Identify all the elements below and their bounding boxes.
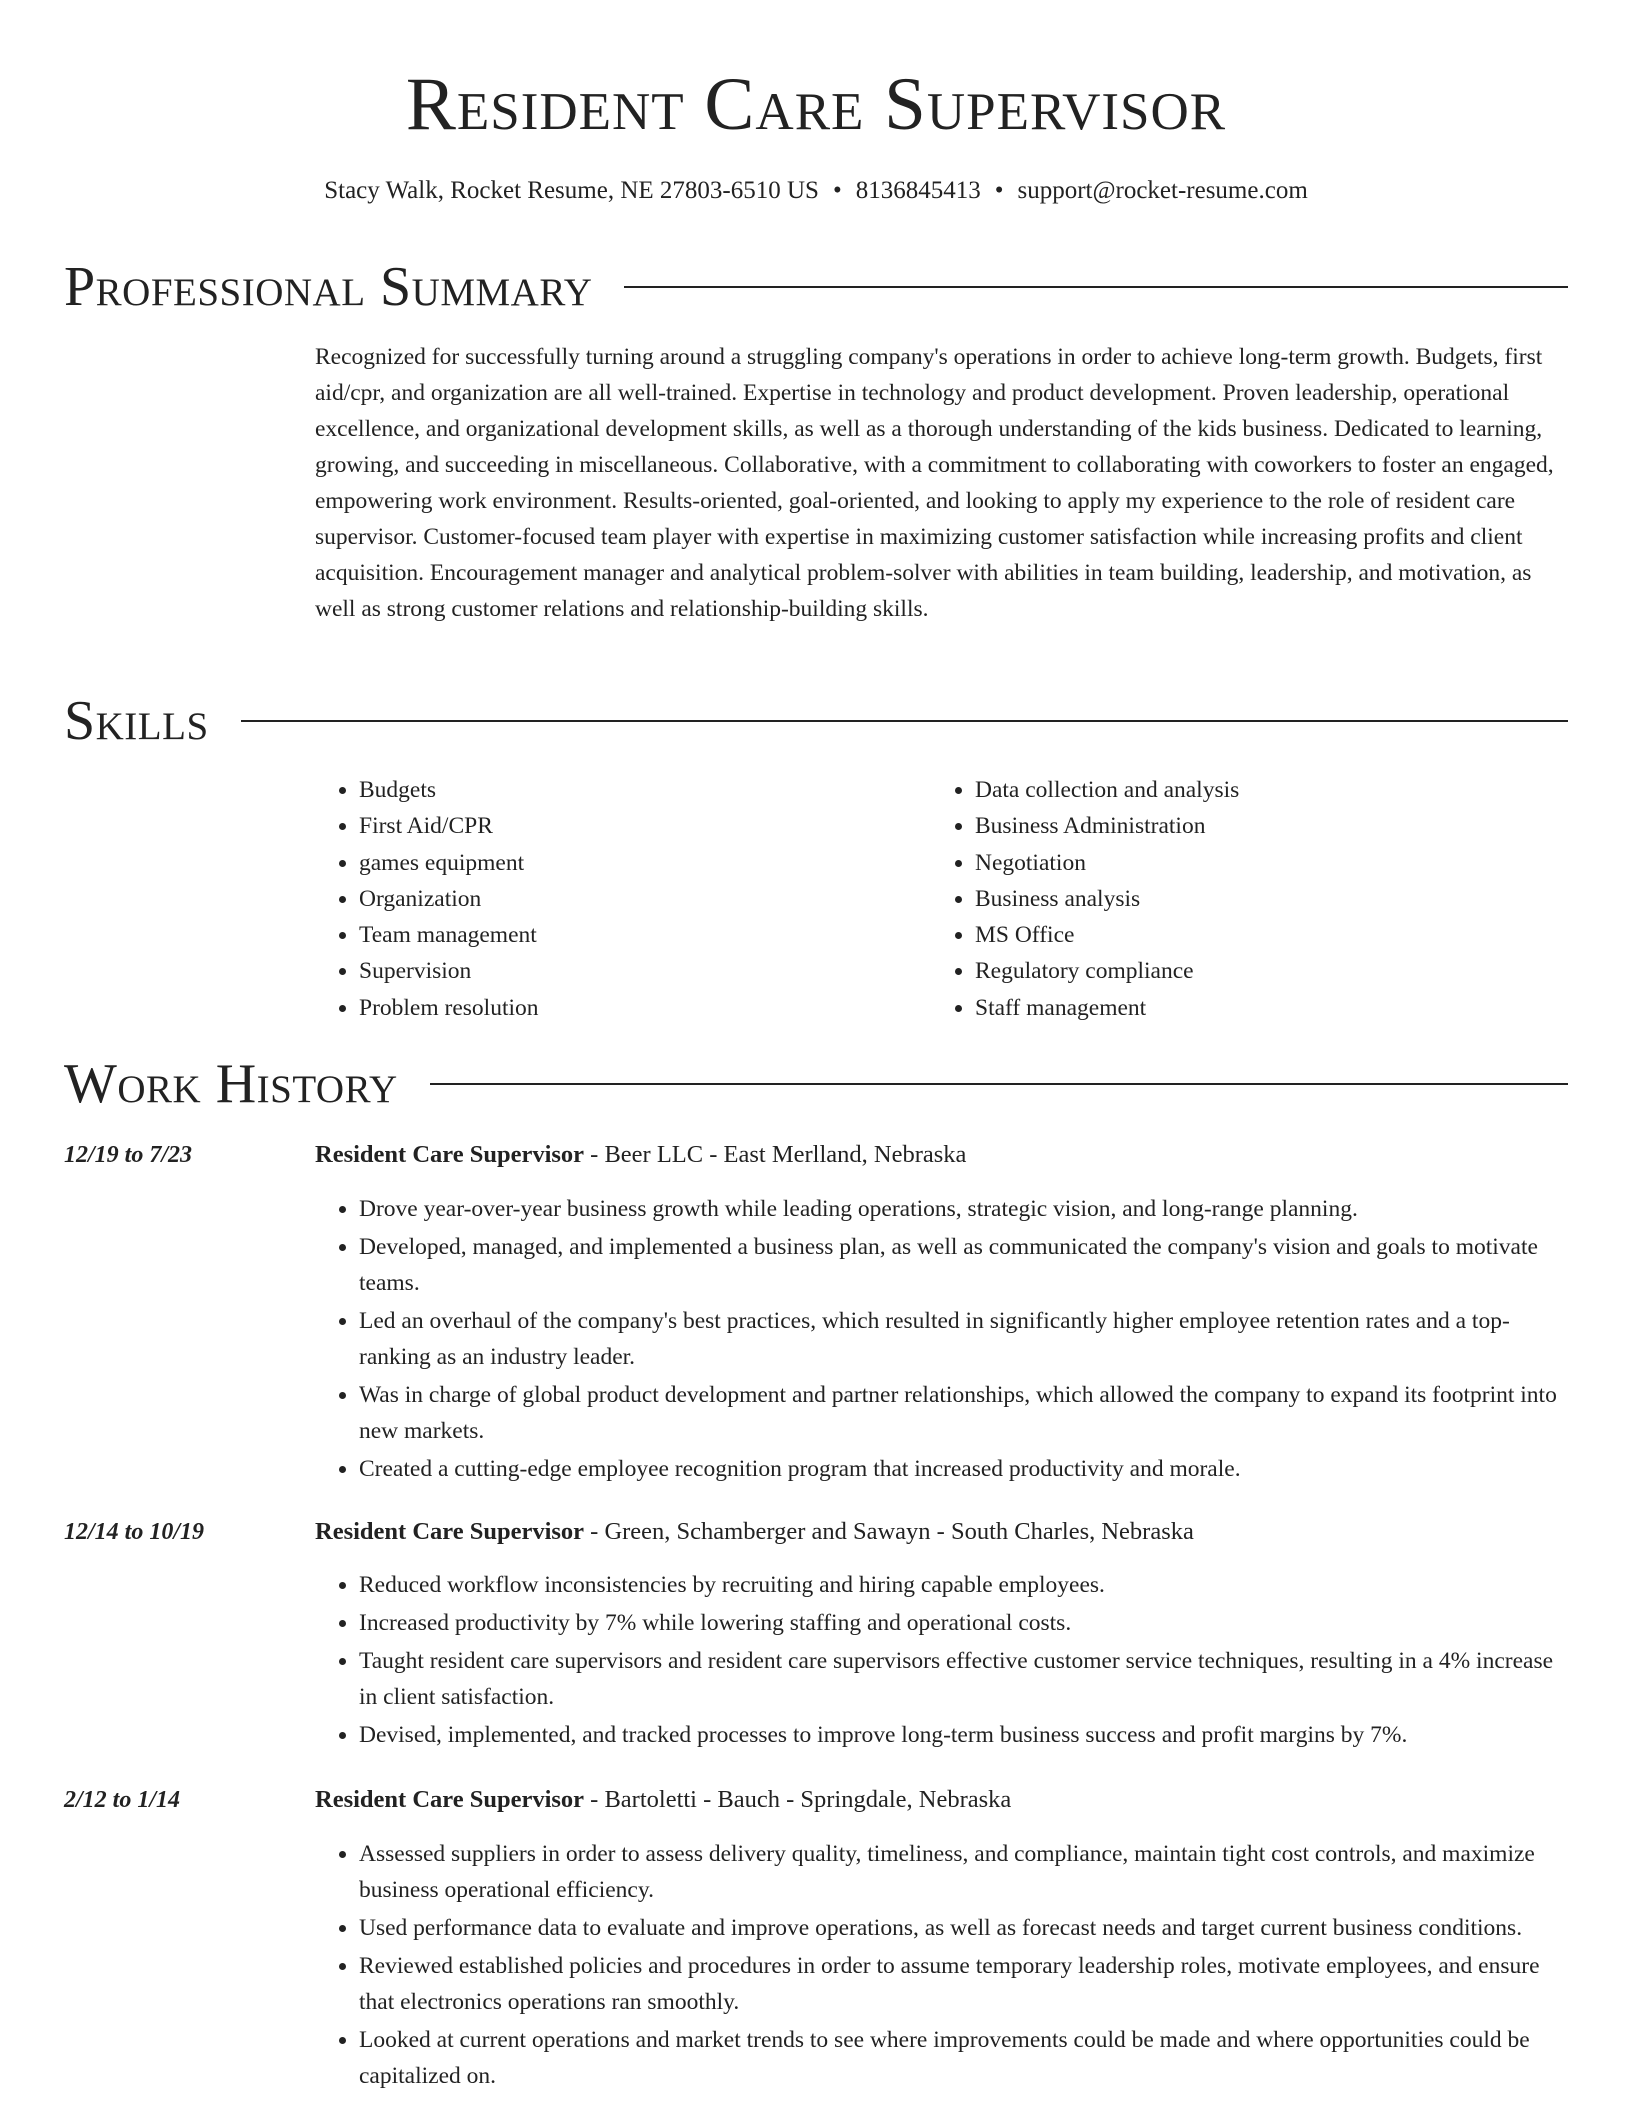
skill-item: • Organization xyxy=(359,881,929,917)
skill-item: • MS Office xyxy=(975,917,1595,953)
summary-text: Recognized for successfully turning around a struggling company's operations in order to achieve long-term growth. Budgets, first aid/cpr, and organization are all well-trained. Expertise in technology and product development. Proven leadership, operational excellence, and organizational development skills, as well as a thorough understanding of the kids business. Dedicated to learning, growing, and succeeding in miscellaneous. Collaborative, with a commitment to collaborating with coworkers to foster an engaged, empowering work environment. Results-oriented, goal-oriented, and looking to apply my experience to the role of resident care supervisor. Customer-focused team player with expertise in maximizing customer satisfaction while increasing profits and client acquisition. Encouragement manager and analytical problem-solver with abilities in team building, leadership, and motivation, as well as strong customer relations and relationship-building skills. xyxy=(315,344,1554,622)
job-header xyxy=(315,1783,1565,1817)
summary-heading: Professional Summary xyxy=(64,256,593,318)
job-role: Resident Care Supervisor xyxy=(315,1141,585,1168)
skills-list-left xyxy=(315,772,929,1026)
job-employer-location: - Green, Schamberger and Sawayn - South Charles, Nebraska xyxy=(584,1518,1194,1545)
job-dates: 12/19 to 7/23 xyxy=(64,1142,193,1168)
job-bullet-list xyxy=(315,1836,1565,2096)
job-header xyxy=(315,1515,1565,1549)
job-bullet: • Created a cutting-edge employee recognition program that increased productivity and morale. xyxy=(359,1451,1565,1487)
section-divider xyxy=(430,1083,1568,1085)
skill-item: • Staff management xyxy=(975,990,1595,1026)
section-divider xyxy=(241,720,1568,722)
contact-line xyxy=(0,174,1632,208)
job-employer-location: - Beer LLC - East Merlland, Nebraska xyxy=(584,1141,967,1168)
job-bullet: • Reduced workflow inconsistencies by recruiting and hiring capable employees. xyxy=(359,1567,1565,1603)
work-history-heading: Work History xyxy=(64,1053,398,1115)
job-bullet-list xyxy=(315,1567,1565,1755)
job-bullet: • Looked at current operations and market trends to see where improvements could be made and where opportunities could be capitalized on. xyxy=(359,2022,1565,2094)
skill-item: • Supervision xyxy=(359,953,929,989)
skills-heading: Skills xyxy=(64,690,209,752)
job-employer-location: - Bartoletti - Bauch - Springdale, Nebraska xyxy=(584,1786,1012,1813)
contact-separator: • xyxy=(832,177,842,204)
job-bullet: • Taught resident care supervisors and resident care supervisors effective customer service techniques, resulting in a 4% increase in client satisfaction. xyxy=(359,1643,1565,1715)
job-bullet: • Devised, implemented, and tracked processes to improve long-term business success and profit margins by 7%. xyxy=(359,1717,1565,1753)
job-bullet: • Increased productivity by 7% while lowering staffing and operational costs. xyxy=(359,1605,1565,1641)
skill-item: • Data collection and analysis xyxy=(975,772,1595,808)
work-history-section-header xyxy=(64,1049,1568,1119)
contact-phone: 8136845413 xyxy=(855,177,981,204)
job-bullet: • Drove year-over-year business growth while leading operations, strategic vision, and long-range planning. xyxy=(359,1191,1565,1227)
skill-item: • Problem resolution xyxy=(359,990,929,1026)
job-bullet: • Was in charge of global product development and partner relationships, which allowed the company to expand its footprint into new markets. xyxy=(359,1377,1565,1449)
skill-item: • Negotiation xyxy=(975,845,1595,881)
job-dates: 2/12 to 1/14 xyxy=(64,1787,181,1813)
skill-item: • Business analysis xyxy=(975,881,1595,917)
summary-section-header xyxy=(64,252,1568,322)
job-bullet: • Developed, managed, and implemented a business plan, as well as communicated the company's vision and goals to motivate teams. xyxy=(359,1229,1565,1301)
skill-item: • First Aid/CPR xyxy=(359,808,929,844)
skill-item: • Regulatory compliance xyxy=(975,953,1595,989)
job-role: Resident Care Supervisor xyxy=(315,1518,585,1545)
job-role: Resident Care Supervisor xyxy=(315,1786,585,1813)
contact-separator: • xyxy=(994,177,1004,204)
job-bullet-list xyxy=(315,1191,1565,1489)
skills-list-right xyxy=(931,772,1595,1026)
job-dates: 12/14 to 10/19 xyxy=(64,1519,205,1545)
job-bullet: • Assessed suppliers in order to assess delivery quality, timeliness, and compliance, maintain tight cost controls, and maximize business operational efficiency. xyxy=(359,1836,1565,1908)
job-bullet: • Reviewed established policies and procedures in order to assume temporary leadership roles, motivate employees, and ensure that electronics operations ran smoothly. xyxy=(359,1948,1565,2020)
contact-email: support@rocket-resume.com xyxy=(1017,177,1308,204)
contact-address: Stacy Walk, Rocket Resume, NE 27803-6510 US xyxy=(324,177,819,204)
job-header xyxy=(315,1138,1565,1172)
skills-section-header xyxy=(64,686,1568,756)
skill-item: • games equipment xyxy=(359,845,929,881)
job-bullet: • Led an overhaul of the company's best practices, which resulted in significantly higher employee retention rates and a top-ranking as an industry leader. xyxy=(359,1303,1565,1375)
skill-item: • Business Administration xyxy=(975,808,1595,844)
job-bullet: • Used performance data to evaluate and improve operations, as well as forecast needs and target current business conditions. xyxy=(359,1910,1565,1946)
skill-item: • Team management xyxy=(359,917,929,953)
skill-item: • Budgets xyxy=(359,772,929,808)
resume-title: Resident Care Supervisor xyxy=(405,63,1227,146)
section-divider xyxy=(624,286,1568,288)
